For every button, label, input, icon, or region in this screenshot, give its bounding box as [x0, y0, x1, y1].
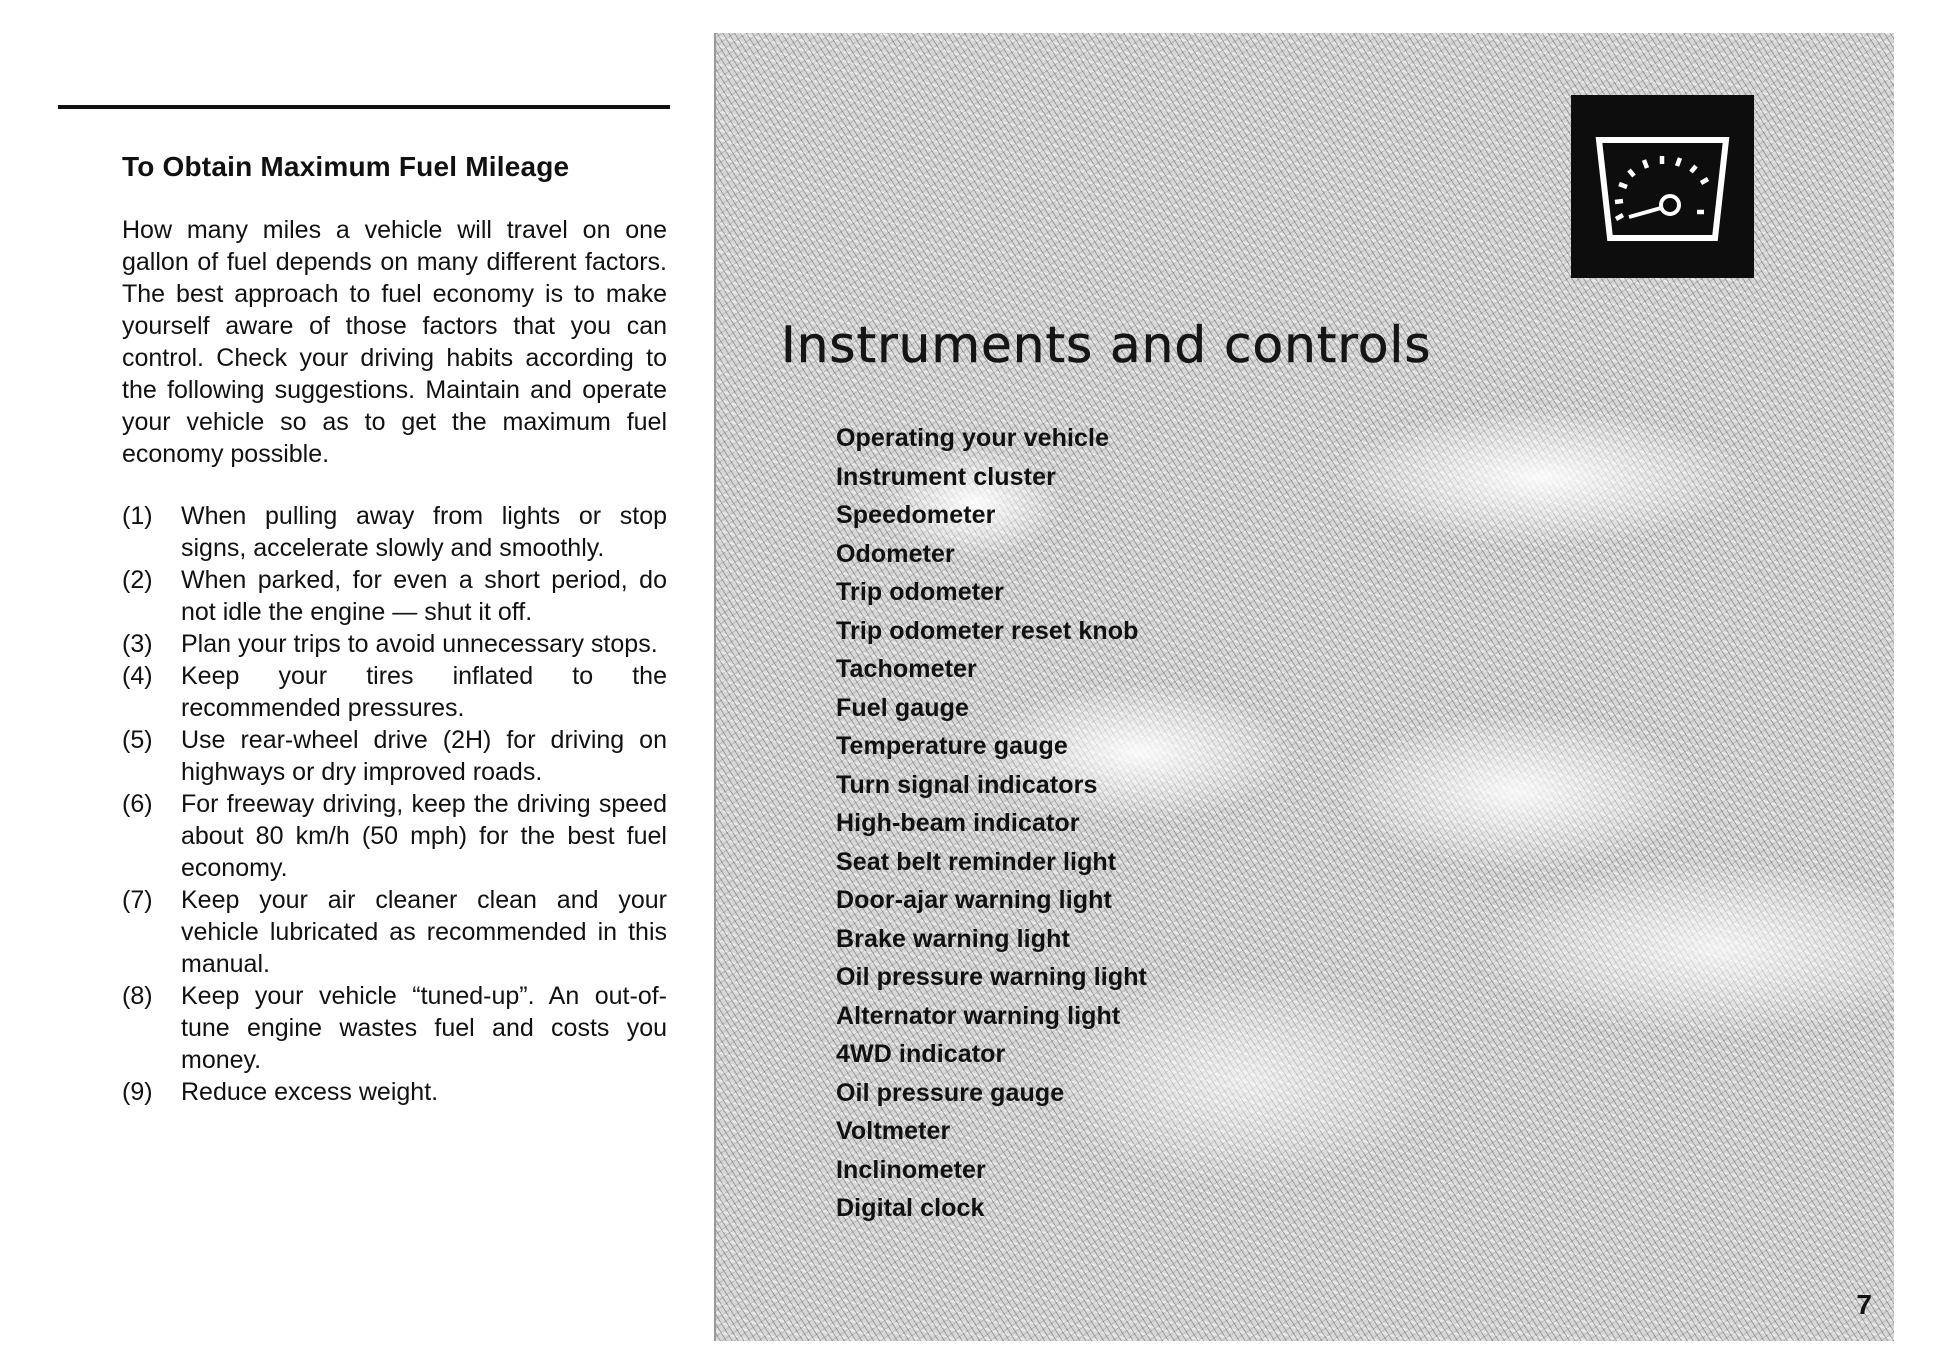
tip-text: Use rear-wheel drive (2H) for driving on highways or dry improved roads.	[181, 726, 667, 786]
list-item	[122, 980, 667, 1076]
page-edge	[714, 33, 716, 1341]
tip-text: When parked, for even a short period, do not idle the engine — shut it off.	[181, 566, 667, 626]
tip-number: (3)	[122, 630, 153, 658]
list-item	[122, 884, 667, 980]
tip-text: Plan your trips to avoid unnecessary stops.	[181, 630, 658, 658]
list-item	[122, 788, 667, 884]
page-number: 7	[1856, 1289, 1872, 1320]
tip-text: Keep your tires inflated to the recommended pressures.	[181, 662, 667, 722]
tip-number: (6)	[122, 790, 153, 818]
list-item: Digital clock	[836, 1194, 985, 1222]
list-item: Trip odometer reset knob	[836, 616, 1139, 645]
list-item: 4WD indicator	[836, 1040, 1006, 1068]
list-item: Trip odometer	[836, 578, 1004, 606]
list-item: Alternator warning light	[836, 1001, 1121, 1030]
list-item: Turn signal indicators	[836, 770, 1098, 799]
list-item: Brake warning light	[836, 924, 1070, 953]
list-item	[122, 500, 667, 564]
tip-text: Keep your vehicle “tuned-up”. An out-of-tune engine wastes fuel and costs you money.	[181, 982, 667, 1074]
list-item	[122, 1076, 667, 1108]
tip-number: (8)	[122, 982, 153, 1010]
tip-text: When pulling away from lights or stop signs, accelerate slowly and smoothly.	[181, 502, 667, 562]
list-item: Tachometer	[836, 655, 977, 683]
tip-number: (4)	[122, 662, 153, 690]
chapter-title: Instruments and controls	[781, 316, 1432, 374]
speedometer-badge	[1571, 95, 1754, 278]
list-item: Voltmeter	[836, 1117, 951, 1145]
tip-number: (2)	[122, 566, 153, 594]
list-item: Speedometer	[836, 501, 996, 529]
chapter-contents-list	[836, 419, 1147, 1228]
list-item: High-beam indicator	[836, 809, 1080, 837]
tip-text: Reduce excess weight.	[181, 1078, 439, 1106]
tip-number: (5)	[122, 726, 153, 754]
speedometer-icon	[1571, 95, 1754, 278]
chapter-divider-panel	[714, 33, 1894, 1341]
list-item: Operating your vehicle	[836, 424, 1110, 452]
intro-paragraph: How many miles a vehicle will travel on one gallon of fuel depends on many different factors. The best approach to fuel economy is to make yourself aware of those factors that you can control. Check your driving habits according to the following suggestions. Maintain and operate your vehicle so as to get the maximum fuel economy possible.	[122, 216, 667, 468]
tip-number: (1)	[122, 502, 153, 530]
list-item	[122, 660, 667, 724]
tip-number: (9)	[122, 1078, 153, 1106]
list-item: Oil pressure warning light	[836, 963, 1147, 991]
list-item: Inclinometer	[836, 1155, 986, 1184]
list-item: Oil pressure gauge	[836, 1078, 1065, 1107]
list-item	[122, 628, 667, 660]
list-item: Fuel gauge	[836, 693, 969, 722]
tip-number: (7)	[122, 886, 153, 914]
tip-text: Keep your air cleaner clean and your vehicle lubricated as recommended in this manual.	[181, 886, 667, 978]
header-rule	[58, 105, 670, 109]
fuel-tips-list	[122, 500, 667, 1108]
section-heading: To Obtain Maximum Fuel Mileage	[122, 151, 570, 182]
list-item: Odometer	[836, 539, 955, 568]
list-item	[122, 724, 667, 788]
fuel-mileage-section	[122, 150, 667, 1108]
list-item: Door-ajar warning light	[836, 886, 1112, 914]
list-item: Seat belt reminder light	[836, 847, 1117, 876]
list-item	[122, 564, 667, 628]
tip-text: For freeway driving, keep the driving speed about 80 km/h (50 mph) for the best fuel economy.	[181, 790, 667, 882]
list-item: Temperature gauge	[836, 732, 1068, 760]
list-item: Instrument cluster	[836, 462, 1056, 491]
